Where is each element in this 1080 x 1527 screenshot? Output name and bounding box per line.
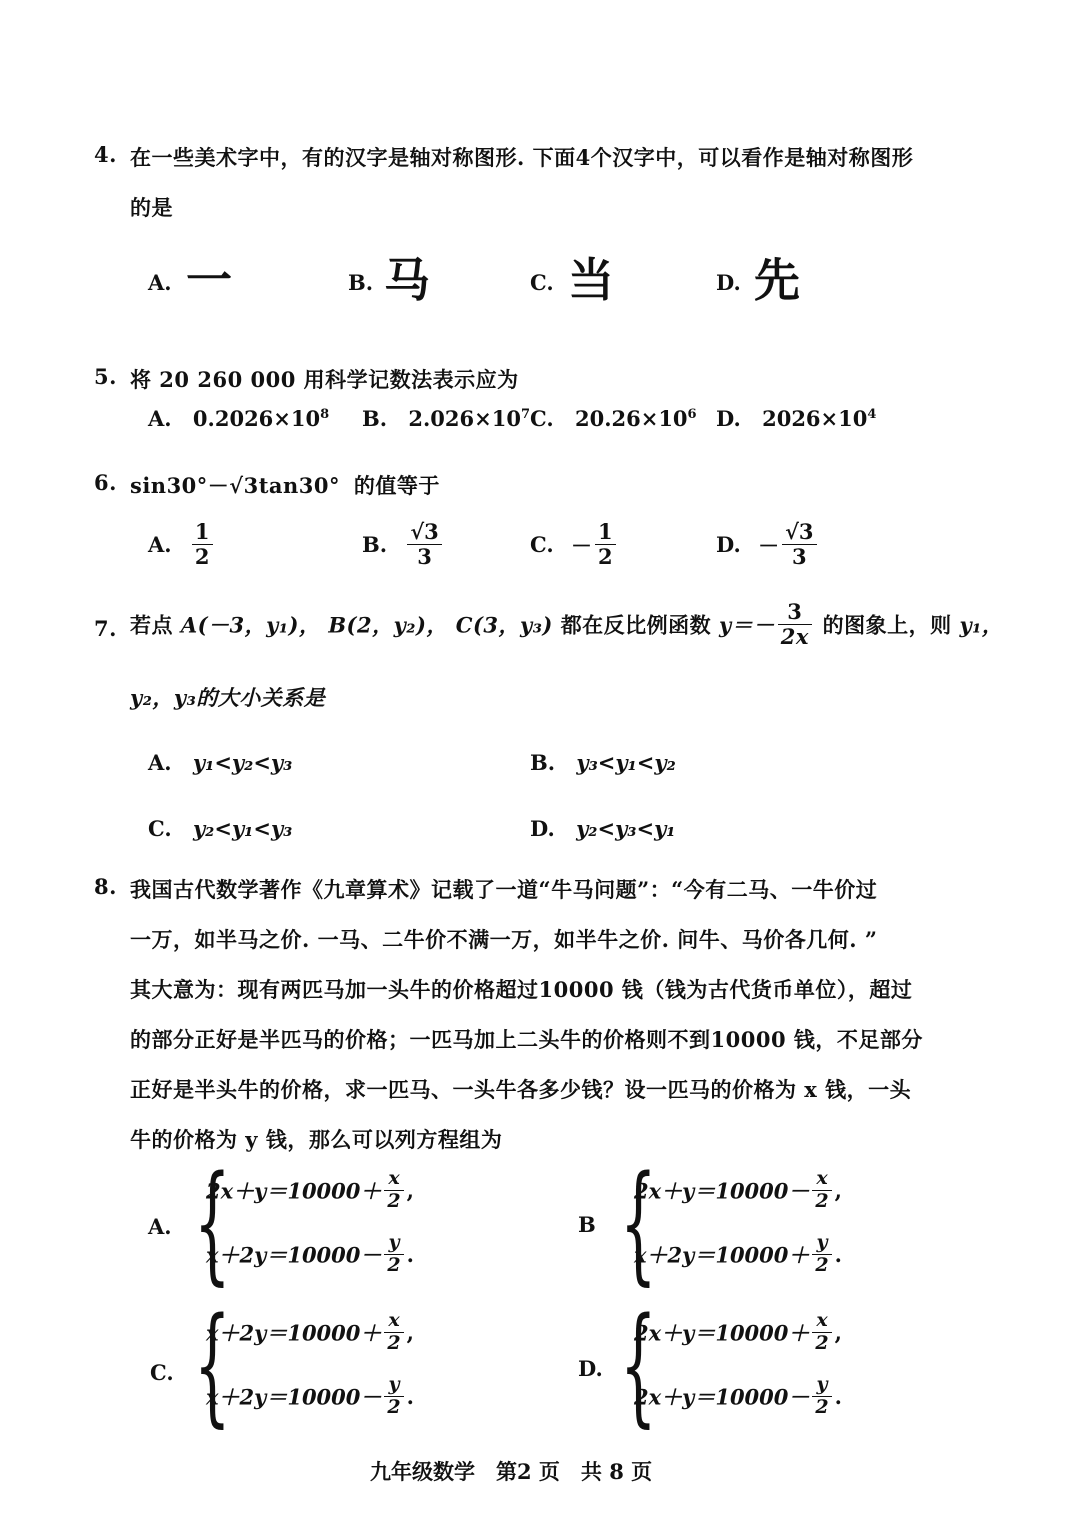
q8-line-4: 的部分正好是半匹马的价格；一匹马加上二头牛的价格则不到10000 钱，不足部分 [130,1027,923,1052]
q5-option-c-exp: 6 [687,407,697,422]
q8-line-6: 牛的价格为 y 钱，那么可以列方程组为 [130,1127,503,1152]
q8-option-d-eq1-end: , [834,1319,842,1345]
q5-option-b [362,406,530,431]
q7-point-b: B(2，y₂)， [328,612,448,638]
q8-option-c-eq2-num: y [384,1374,403,1397]
q8-line-1: 我国古代数学著作《九章算术》记载了一道“牛马问题”：“今有二马、一牛价过 [130,877,878,902]
q7-option-a [148,750,292,775]
q7-option-b-text: y₃<y₁<y₂ [576,750,676,775]
q6-option-b-label: B. [362,532,388,558]
q6-option-b [362,520,445,569]
q8-option-b-eq1-den: 2 [815,1189,829,1212]
q7-point-a: A(－3，y₁)， [180,612,321,638]
q5-option-a-exp: 8 [320,407,330,422]
q6-option-a [148,520,216,569]
q4-option-d-glyph: 先 [754,253,800,307]
q4-option-b-glyph: 马 [384,253,430,307]
q8-option-d-eq1-lhs: 2x＋y＝10000＋ [634,1320,810,1346]
q8-option-b-eq2 [634,1232,842,1277]
q6-option-c-label: C. [530,532,554,558]
q6-option-a-den: 2 [194,544,210,570]
q8-option-d-eq2 [634,1374,842,1419]
q7-func-fraction [778,600,812,649]
q6-option-c-fraction [595,520,616,569]
q8-option-b-eq2-end: . [834,1241,842,1267]
q7-point-c: C(3，y₃) [455,612,553,638]
q8-option-b-eq2-den: 2 [815,1253,829,1276]
q6-expression [130,470,440,500]
q7-func-lhs: y＝－ [719,612,775,638]
q4-option-c-glyph: 当 [568,253,614,307]
q6-option-d [716,520,820,569]
q5-option-a-base: 0.2026×10 [192,406,321,431]
q8-line-5: 正好是半头牛的价格，求一匹马、一头牛各多少钱？设一匹马的价格为 x 钱，一头 [130,1077,912,1102]
q8-option-a-eq2-lhs: x＋2y＝10000－ [206,1242,382,1268]
q7-option-c-text: y₂<y₁<y₃ [192,816,293,841]
q8-option-c-eq1 [206,1310,414,1355]
q4-option-c-label: C. [530,270,554,295]
q6-option-d-den: 3 [791,544,807,570]
q8-option-b-eq1-end: , [834,1177,842,1203]
q8-option-b-eq2-num: y [812,1232,831,1255]
q6-option-c-den: 2 [597,544,613,570]
q8-option-d-label: D. [578,1356,603,1381]
q5-option-c-base: 20.26×10 [574,406,688,431]
q7-option-a-label: A. [148,750,172,775]
q5-option-a-label: A. [148,406,172,431]
q8-option-c-eq2 [206,1374,414,1419]
q5-option-d [716,406,876,431]
q8-option-c-eq1-den: 2 [387,1331,401,1354]
q6-option-d-fraction [782,520,816,569]
q5-option-b-exp: 7 [520,407,530,422]
q6-number: 6. [94,470,117,495]
page-footer: 九年级数学 第2 页 共 8 页 [370,1459,653,1484]
q8-option-c-eq1-end: , [406,1319,414,1345]
q7-text-a: 若点 [130,612,173,638]
q8-option-d-eq2-num: y [812,1374,831,1397]
q8-option-b-eq2-frac [812,1232,831,1277]
q8-option-c-brace: { [194,1291,231,1440]
q8-option-c-label: C. [150,1360,174,1385]
q6-option-b-fraction [407,520,441,569]
q8-option-b-brace: { [620,1149,657,1298]
q8-option-b-eq1-frac [812,1168,831,1213]
q7-option-d [530,816,676,841]
q8-option-a-eq1-lhs: 2x＋y＝10000＋ [206,1178,382,1204]
q5-option-d-label: D. [716,406,741,431]
q8-number: 8. [94,874,117,899]
q6-option-c-sign: － [570,532,592,558]
q5-number: 5. [94,364,117,389]
q7-option-d-text: y₂<y₃<y₁ [576,816,676,841]
q7-text-c: 的图象上，则 [822,612,952,638]
q7-option-b-label: B. [530,750,556,775]
q6-option-a-num: 1 [192,520,213,545]
q8-option-a-brace: { [194,1149,231,1298]
q8-option-d-eq2-den: 2 [815,1395,829,1418]
q4-text-line1: 在一些美术字中，有的汉字是轴对称图形. 下面4个汉字中，可以看作是轴对称图形 [130,145,914,170]
q6-option-d-sign: － [758,532,780,558]
q8-option-b-eq1-lhs: 2x＋y＝10000－ [634,1178,810,1204]
q5-text: 将 20 260 000 用科学记数法表示应为 [130,367,519,392]
q5-option-b-label: B. [362,406,388,431]
q8-option-c-eq1-num: x [384,1310,403,1333]
q8-option-d-eq2-lhs: 2x＋y＝10000－ [634,1384,810,1410]
q6-option-c [530,520,619,569]
q8-option-c-eq2-frac [384,1374,403,1419]
q5-option-c [530,406,697,431]
q8-option-d-eq1 [634,1310,842,1355]
q6-text: 的值等于 [353,473,440,498]
q8-option-a-eq1-frac [384,1168,403,1213]
q8-option-a-eq1 [206,1168,414,1213]
q8-option-d-eq1-num: x [812,1310,831,1333]
q7-text-b: 都在反比例函数 [560,612,712,638]
q8-line-2: 一万，如半马之价. 一马、二牛价不满一万，如半牛之价. 问牛、马价各几何. ” [130,927,878,952]
q8-option-a-eq2-den: 2 [387,1253,401,1276]
q8-option-c-eq2-den: 2 [387,1395,401,1418]
q7-option-c-label: C. [148,816,172,841]
q8-option-a-eq1-den: 2 [387,1189,401,1212]
q8-option-d-brace: { [620,1291,657,1440]
q5-option-b-base: 2.026×10 [408,406,521,431]
q8-option-b-label: B [578,1212,596,1237]
q7-option-a-text: y₁<y₂<y₃ [192,750,293,775]
q7-func-den: 2x [780,624,809,650]
q5-option-d-exp: 4 [867,407,877,422]
q8-option-a-eq1-end: , [406,1177,414,1203]
q8-option-d-eq1-den: 2 [815,1331,829,1354]
q8-option-d-eq2-end: . [834,1383,842,1409]
q8-option-a-label: A. [148,1214,172,1239]
q4-option-a-glyph: 一 [186,253,232,307]
q4-option-d-label: D. [716,270,741,295]
q7-option-d-label: D. [530,816,555,841]
q8-option-a-eq1-num: x [384,1168,403,1191]
q6-option-b-num: √3 [407,520,441,545]
q8-line-3: 其大意为：现有两匹马加一头牛的价格超过10000 钱（钱为古代货币单位），超过 [130,977,913,1002]
q7-option-b [530,750,676,775]
q4-option-b-label: B. [348,270,374,295]
q6-option-c-num: 1 [595,520,616,545]
q8-option-a-eq2-frac [384,1232,403,1277]
q7-line2: y₂，y₃的大小关系是 [130,685,326,710]
q8-option-c-eq1-frac [384,1310,403,1355]
q6-option-b-den: 3 [417,544,432,570]
q6-option-a-label: A. [148,532,172,558]
q6-expr: sin30°－√3tan30° [130,473,341,498]
q8-option-b-eq1 [634,1168,842,1213]
q4-number: 4. [94,142,117,167]
q8-option-c-eq2-end: . [406,1383,414,1409]
q8-option-d-eq2-frac [812,1374,831,1419]
q4-text-line2: 的是 [130,195,173,220]
q5-option-d-base: 2026×10 [762,406,868,431]
q5-option-a [148,406,329,431]
q8-option-a-eq2 [206,1232,414,1277]
q7-line1 [130,600,1003,649]
q6-option-d-label: D. [716,532,741,558]
q4-option-a-label: A. [148,270,172,295]
q7-func-num: 3 [778,600,812,625]
q8-option-c-eq1-lhs: x＋2y＝10000＋ [206,1320,382,1346]
q8-option-a-eq2-num: y [384,1232,403,1255]
q8-option-c-eq2-lhs: x＋2y＝10000－ [206,1384,382,1410]
q5-option-c-label: C. [530,406,554,431]
q8-option-b-eq1-num: x [812,1168,831,1191]
q8-option-a-eq2-end: . [406,1241,414,1267]
q7-y1: y₁， [959,612,1004,638]
q8-option-b-eq2-lhs: x＋2y＝10000＋ [634,1242,810,1268]
q6-option-a-fraction [192,520,213,569]
q8-option-d-eq1-frac [812,1310,831,1355]
q6-option-d-num: √3 [782,520,816,545]
q7-number: 7. [94,616,117,641]
q7-option-c [148,816,292,841]
